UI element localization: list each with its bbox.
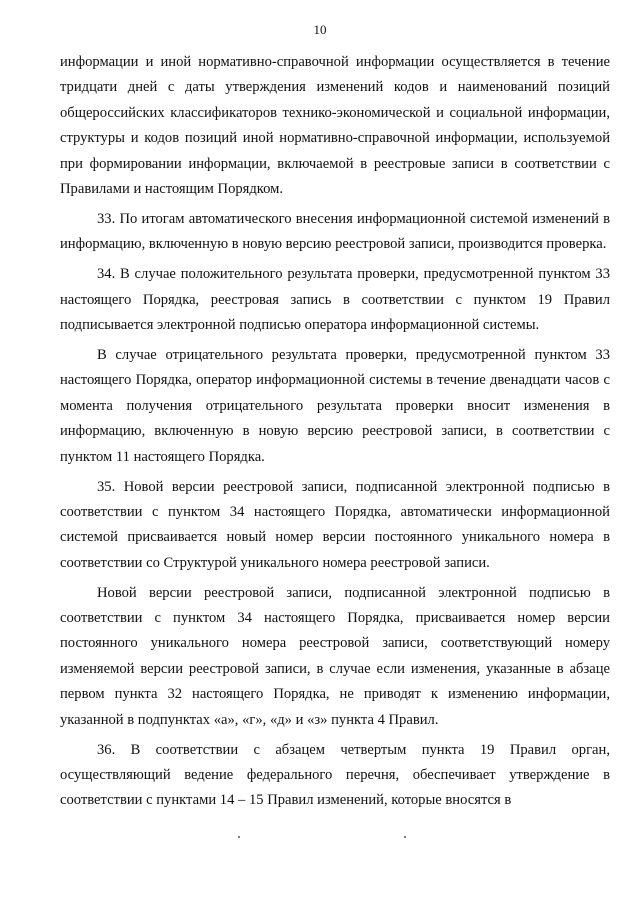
paragraph-continuation: информации и иной нормативно-справочной информации осуществляется в течение тридцати дней с даты утверждения изменений кодов и наименований позиций общероссийских классификаторов технико-экономической и социальной информации, структуры и кодов позиций иной нормативно-справочной информации, используемой при формировании информации, включаемой в реестровые записи в соответствии с Правилами и настоящим Порядком. — [60, 54, 610, 198]
scan-speck — [238, 836, 240, 838]
document-body — [60, 50, 610, 814]
paragraph-item-33: 33. По итогам автоматического внесения информационной системой изменений в информацию, включенную в новую версию реестровой записи, производится проверка. — [60, 210, 610, 253]
paragraph-item-36: 36. В соответствии с абзацем четвертым пункта 19 Правил орган, осуществляющий ведение федерального перечня, обеспечивает утверждение в соответствии с пунктами 14 – 15 Правил изменений, которые вносятся в — [60, 741, 610, 809]
paragraph-item-34-negative-result: В случае отрицательного результата проверки, предусмотренной пунктом 33 настоящего Порядка, оператор информационной системы в течение двенадцати часов с момента получения отрицательного результата проверки вносит изменения в информацию, включенную в новую версию реестровой записи, в соответствии с пунктом 11 настоящего Порядка. — [60, 346, 610, 465]
page-number: 10 — [313, 22, 327, 37]
paragraph-item-35-version-number: Новой версии реестровой записи, подписанной электронной подписью в соответствии с пунктом 34 настоящего Порядка, присваивается номер версии постоянного уникального номера реестровой записи, соответствующий номеру изменяемой версии реестровой записи, в случае если изменения, указанные в абзаце первом пункта 32 настоящего Порядка, не приводят к изменению информации, указанной в подпунктах «а», «г», «д» и «з» пункта 4 Правил. — [60, 584, 610, 728]
paragraph-item-35: 35. Новой версии реестровой записи, подписанной электронной подписью в соответствии с пунктом 34 настоящего Порядка, автоматически информационной системой присваивается новый номер версии постоянного уникального номера в соответствии со Структурой уникального номера реестровой записи. — [60, 478, 610, 571]
scan-speck — [404, 836, 406, 838]
paragraph-item-34: 34. В случае положительного результата проверки, предусмотренной пунктом 33 настоящего Порядка, реестровая запись в соответствии с пунктом 19 Правил подписывается электронной подписью оператора информационной системы. — [60, 266, 610, 334]
